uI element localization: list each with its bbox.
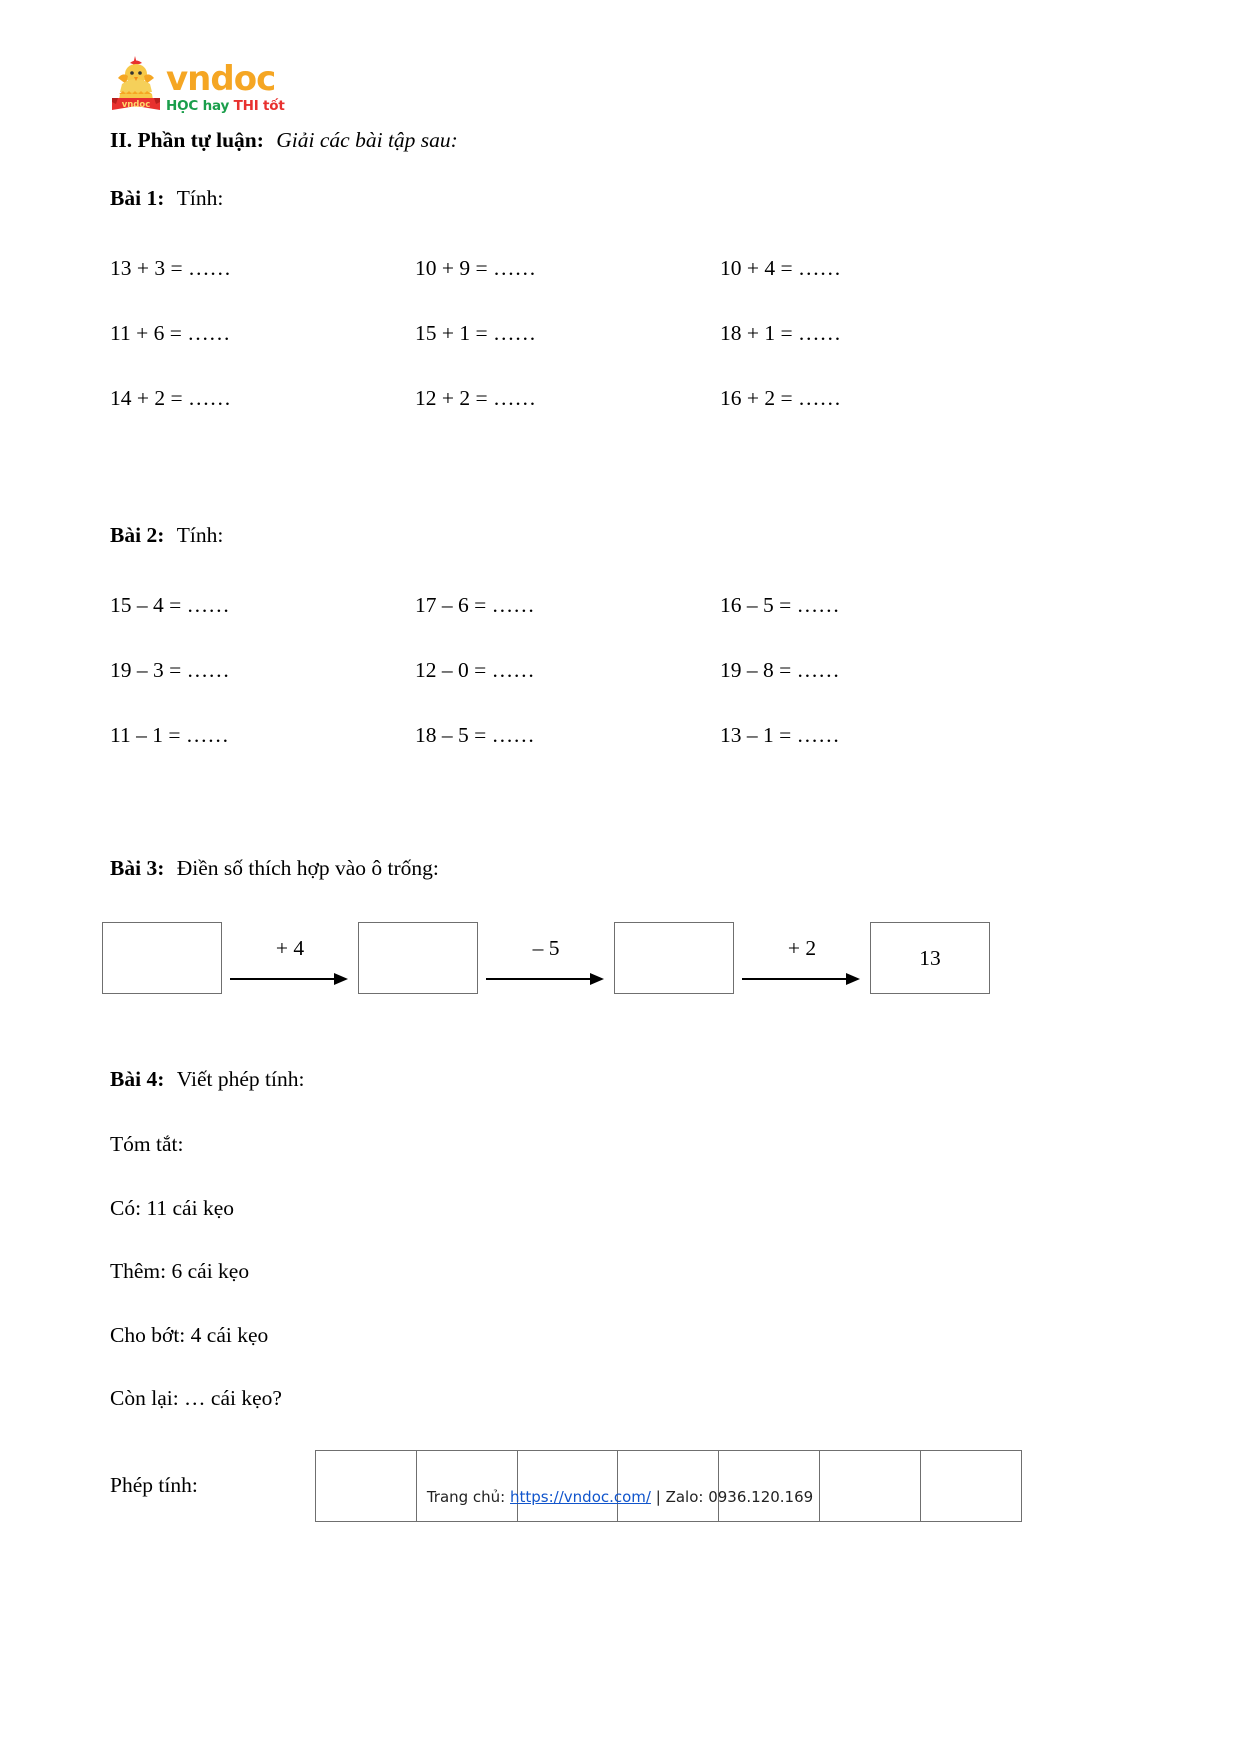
bai2-label: Bài 2: xyxy=(110,523,165,547)
answer-cell[interactable] xyxy=(819,1450,921,1522)
section-instruction: Giải các bài tập sau: xyxy=(276,128,458,152)
section-number: II. Phần tự luận: xyxy=(110,128,264,152)
bai4-answer-label: Phép tính: xyxy=(110,1473,198,1497)
chicken-mascot-icon xyxy=(110,54,162,114)
document-content xyxy=(110,128,1130,1522)
bai2-problem: 17 – 6 = …… xyxy=(415,593,535,617)
bai1-problem: 10 + 9 = …… xyxy=(415,256,537,280)
bai3-box-3[interactable] xyxy=(614,922,734,994)
footer-prefix: Trang chủ: xyxy=(426,1488,511,1506)
section-heading xyxy=(110,128,1130,153)
tagline-tot: tốt xyxy=(263,98,285,114)
bai4-summary-label: Tóm tắt: xyxy=(110,1132,184,1156)
page-footer xyxy=(0,1488,1240,1506)
footer-suffix: | Zalo: 0936.120.169 xyxy=(650,1488,814,1506)
bai2-row-2 xyxy=(110,658,1090,683)
tagline-hay: hay xyxy=(202,98,230,114)
arrow-head-icon xyxy=(590,973,604,985)
svg-text:vndoc: vndoc xyxy=(121,100,151,110)
bai3-operation-2: – 5 xyxy=(532,936,560,960)
bai3-instruction: Điền số thích hợp vào ô trống: xyxy=(176,856,439,880)
bai4-label: Bài 4: xyxy=(110,1067,165,1091)
bai3-box-1[interactable] xyxy=(102,922,222,994)
bai2-problem: 19 – 3 = …… xyxy=(110,658,230,682)
bai3-operation-3: + 2 xyxy=(787,936,817,960)
answer-cell[interactable] xyxy=(517,1450,619,1522)
answer-cell[interactable] xyxy=(416,1450,518,1522)
bai3-arrow-3 xyxy=(734,922,870,994)
bai1-row-1 xyxy=(110,256,1090,281)
bai3-box-2[interactable] xyxy=(358,922,478,994)
bai4-summary-line: Còn lại: … cái kẹo? xyxy=(110,1386,282,1410)
answer-cell[interactable] xyxy=(920,1450,1022,1522)
bai2-problem: 12 – 0 = …… xyxy=(415,658,535,682)
answer-cell[interactable] xyxy=(617,1450,719,1522)
bai4-summary-line: Thêm: 6 cái kẹo xyxy=(110,1259,250,1283)
bai1-title xyxy=(110,186,1130,211)
bai1-problem: 11 + 6 = …… xyxy=(110,321,231,345)
bai4-instruction: Viết phép tính: xyxy=(176,1067,305,1091)
vndoc-logo xyxy=(110,52,285,114)
bai2-problem: 16 – 5 = …… xyxy=(720,593,840,617)
bai2-instruction: Tính: xyxy=(176,523,224,547)
bai4-title xyxy=(110,1067,1130,1092)
bai4-summary-line: Có: 11 cái kẹo xyxy=(110,1195,234,1220)
answer-cell[interactable] xyxy=(315,1450,417,1522)
bai2-problem: 18 – 5 = …… xyxy=(415,723,535,747)
bai2-problem: 15 – 4 = …… xyxy=(110,593,230,617)
logo-wordmark: vndoc xyxy=(166,59,276,99)
tagline-thi: THI xyxy=(233,98,259,114)
bai3-arrow-1 xyxy=(222,922,358,994)
bai3-operation-1: + 4 xyxy=(275,936,305,960)
bai2-row-3 xyxy=(110,723,1090,748)
bai1-problem: 14 + 2 = …… xyxy=(110,386,232,410)
tagline-hoc: HỌC xyxy=(166,98,199,114)
bai2-problem: 19 – 8 = …… xyxy=(720,658,840,682)
bai3-title xyxy=(110,856,1130,881)
bai1-problem: 13 + 3 = …… xyxy=(110,256,232,280)
bai1-row-3 xyxy=(110,386,1090,411)
bai1-problem: 16 + 2 = …… xyxy=(720,386,842,410)
answer-cell[interactable] xyxy=(718,1450,820,1522)
footer-homepage-link[interactable]: https://vndoc.com/ xyxy=(510,1488,651,1506)
bai4-summary-line: Cho bớt: 4 cái kẹo xyxy=(110,1322,269,1347)
bai3-box-4[interactable]: 13 xyxy=(870,922,990,994)
arrow-shaft-icon xyxy=(742,978,850,980)
bai2-row-1 xyxy=(110,593,1090,618)
arrow-head-icon xyxy=(846,973,860,985)
bai3-arrow-2 xyxy=(478,922,614,994)
arrow-shaft-icon xyxy=(230,978,338,980)
bai2-problem: 13 – 1 = …… xyxy=(720,723,840,747)
bai1-row-2 xyxy=(110,321,1090,346)
bai1-problem: 10 + 4 = …… xyxy=(720,256,842,280)
bai4-answer-row xyxy=(110,1450,1130,1522)
bai1-problem: 15 + 1 = …… xyxy=(415,321,537,345)
bai3-label: Bài 3: xyxy=(110,856,165,880)
arrow-shaft-icon xyxy=(486,978,594,980)
bai3-number-chain xyxy=(102,917,1130,999)
bai1-label: Bài 1: xyxy=(110,186,165,210)
bai2-title xyxy=(110,523,1130,548)
bai1-problem: 18 + 1 = …… xyxy=(720,321,842,345)
bai1-instruction: Tính: xyxy=(176,186,224,210)
bai4-answer-grid xyxy=(315,1450,1022,1522)
logo-tagline xyxy=(166,98,285,114)
bai1-problem: 12 + 2 = …… xyxy=(415,386,537,410)
bai2-problem: 11 – 1 = …… xyxy=(110,723,229,747)
arrow-head-icon xyxy=(334,973,348,985)
